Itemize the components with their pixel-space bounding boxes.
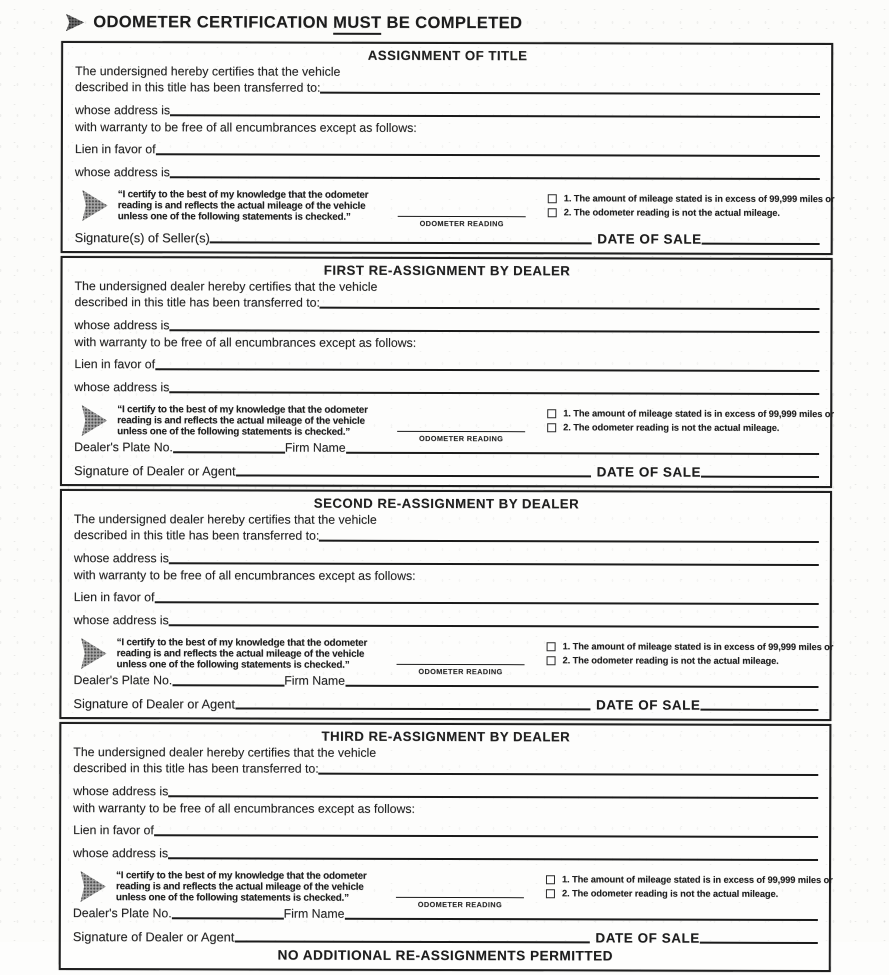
odometer-reading-label: ODOMETER READING: [419, 218, 504, 229]
signature-row: Signature(s) of Seller(s) DATE OF SALE: [75, 222, 820, 247]
odometer-reading-label: ODOMETER READING: [419, 433, 504, 444]
lien-row: Lien in favor of: [73, 823, 818, 840]
signature-row: Signature of Dealer or Agent DATE OF SALE: [73, 921, 818, 946]
transferred-to-line[interactable]: [319, 771, 819, 776]
mileage-excess-checkbox[interactable]: [548, 194, 557, 203]
lien-line[interactable]: [154, 599, 818, 605]
signature-row: Signature of Dealer or Agent DATE OF SALE: [74, 455, 819, 480]
transferred-to-line[interactable]: [320, 305, 820, 310]
odometer-certification-block: [74, 637, 834, 677]
odometer-reading-field: [398, 213, 526, 228]
mileage-excess-checkbox[interactable]: [547, 409, 556, 418]
date-of-sale-line[interactable]: [702, 241, 820, 245]
assignment-of-title-section: [61, 41, 834, 255]
mileage-statement-options: [534, 190, 835, 221]
certification-statement: “I certify to the best of my knowledge that the odometer reading is and reflects the actual mileage of the vehicle unless one of the following statements is checked.”: [115, 870, 367, 904]
address-row-2: whose address is: [75, 165, 820, 182]
lien-line[interactable]: [155, 366, 819, 372]
address-row: whose address is: [73, 784, 818, 801]
underlined-word: MUST: [333, 14, 381, 35]
lien-line[interactable]: [154, 832, 818, 838]
not-actual-mileage-option: 2. The odometer reading is not the actual mileage.: [547, 422, 834, 434]
transferred-to-line[interactable]: [319, 538, 819, 543]
warranty-row: with warranty to be free of all encumbrances except as follows:: [73, 801, 415, 816]
second-reassignment-section: [59, 489, 832, 721]
pointer-arrow-icon: [65, 14, 84, 32]
odometer-reading-label: ODOMETER READING: [418, 666, 503, 677]
dealer-info-row: Dealer's Plate No. Firm Name: [74, 440, 819, 457]
dealer-plate-line[interactable]: [172, 915, 284, 919]
lien-row: Lien in favor of: [74, 590, 819, 607]
mileage-statement-options: [533, 638, 834, 669]
mileage-excess-option: 1. The amount of mileage stated is in excess of 99,999 miles or: [548, 193, 835, 205]
not-actual-mileage-checkbox[interactable]: [546, 889, 555, 898]
signature-line[interactable]: [234, 938, 589, 943]
odometer-certification-block: [74, 404, 834, 444]
not-actual-mileage-option: 2. The odometer reading is not the actual mileage.: [547, 655, 834, 667]
intro-row: The undersigned dealer hereby certifies that the vehicle: [73, 512, 377, 527]
address-line[interactable]: [170, 112, 820, 118]
dealer-info-row: Dealer's Plate No. Firm Name: [73, 906, 818, 923]
not-actual-mileage-checkbox[interactable]: [548, 208, 557, 217]
transferred-to-line[interactable]: [320, 90, 820, 95]
odometer-reading-field: [397, 661, 525, 676]
address-row-2: whose address is: [74, 380, 819, 397]
mileage-statement-options: [533, 405, 834, 436]
transferred-to-row: described in this title has been transferred to:: [74, 528, 819, 545]
lien-row: Lien in favor of: [74, 357, 819, 374]
intro-row: The undersigned hereby certifies that the vehicle: [75, 64, 341, 79]
certification-statement: “I certify to the best of my knowledge that the odometer reading is and reflects the actual mileage of the vehicle unless one of the following statements is checked.”: [117, 189, 369, 223]
mileage-excess-option: 1. The amount of mileage stated is in excess of 99,999 miles or: [547, 641, 834, 653]
not-actual-mileage-checkbox[interactable]: [547, 656, 556, 665]
arrow-icon: [80, 871, 106, 902]
section-header: SECOND RE-ASSIGNMENT BY DEALER: [313, 495, 580, 512]
not-actual-mileage-option: 2. The odometer reading is not the actual mileage.: [546, 888, 833, 900]
odometer-certification-block: [73, 870, 833, 910]
mileage-excess-option: 1. The amount of mileage stated is in excess of 99,999 miles or: [547, 408, 834, 420]
arrow-icon: [81, 405, 107, 436]
signature-line[interactable]: [236, 472, 591, 477]
address-line[interactable]: [169, 327, 819, 333]
address-row-2: whose address is: [74, 613, 819, 630]
signature-row: Signature of Dealer or Agent DATE OF SALE: [73, 688, 818, 713]
section-header: ASSIGNMENT OF TITLE: [367, 47, 528, 64]
odometer-certification-block: [75, 189, 835, 229]
signature-line[interactable]: [235, 705, 590, 710]
signature-line[interactable]: [210, 239, 591, 244]
no-additional-reassignments-note: NO ADDITIONAL RE-ASSIGNMENTS PERMITTED: [277, 947, 614, 964]
address-line[interactable]: [169, 560, 819, 566]
intro-row: The undersigned dealer hereby certifies that the vehicle: [73, 745, 377, 760]
arrow-icon: [81, 638, 107, 669]
address-row: whose address is: [75, 103, 820, 120]
address-row: whose address is: [74, 318, 819, 335]
transferred-to-row: described in this title has been transferred to:: [73, 761, 818, 778]
odometer-reading-line[interactable]: [398, 213, 526, 217]
transferred-to-row: described in this title has been transferred to:: [74, 295, 819, 312]
odometer-reading-line[interactable]: [397, 661, 525, 665]
page-title-text: ODOMETER CERTIFICATION MUST BE COMPLETED: [93, 13, 522, 33]
address-line[interactable]: [168, 793, 818, 799]
address-line-2[interactable]: [170, 174, 820, 180]
odometer-reading-line[interactable]: [397, 428, 525, 432]
firm-name-line[interactable]: [346, 450, 819, 455]
not-actual-mileage-option: 2. The odometer reading is not the actual mileage.: [548, 207, 835, 219]
dealer-plate-line[interactable]: [173, 449, 285, 453]
lien-line[interactable]: [156, 151, 820, 157]
mileage-statement-options: [532, 871, 833, 902]
firm-name-line[interactable]: [344, 916, 817, 921]
dealer-plate-line[interactable]: [172, 682, 284, 686]
odometer-reading-line[interactable]: [396, 894, 524, 898]
title-assignment-form: [59, 11, 834, 975]
address-line-2[interactable]: [169, 389, 819, 395]
firm-name-line[interactable]: [345, 683, 818, 688]
address-row-2: whose address is: [73, 846, 818, 863]
date-of-sale-line[interactable]: [700, 707, 818, 711]
dealer-info-row: Dealer's Plate No. Firm Name: [73, 673, 818, 690]
section-header: FIRST RE-ASSIGNMENT BY DEALER: [323, 262, 571, 279]
warranty-row: with warranty to be free of all encumbrances except as follows:: [73, 568, 416, 583]
odometer-reading-field: [397, 428, 525, 443]
certification-statement: “I certify to the best of my knowledge that the odometer reading is and reflects the actual mileage of the vehicle unless one of the following statements is checked.”: [117, 404, 368, 438]
address-line-2[interactable]: [168, 855, 818, 861]
not-actual-mileage-checkbox[interactable]: [547, 423, 556, 432]
certification-statement: “I certify to the best of my knowledge that the odometer reading is and reflects the actual mileage of the vehicle unless one of the following statements is checked.”: [116, 637, 368, 671]
mileage-excess-checkbox[interactable]: [547, 642, 556, 651]
odometer-reading-field: [396, 894, 524, 909]
intro-row: The undersigned dealer hereby certifies that the vehicle: [74, 279, 378, 294]
odometer-reading-label: ODOMETER READING: [417, 899, 503, 910]
warranty-row: with warranty to be free of all encumbrances except as follows:: [74, 335, 417, 350]
address-row: whose address is: [74, 551, 819, 568]
mileage-excess-checkbox[interactable]: [546, 875, 555, 884]
lien-row: Lien in favor of: [75, 142, 820, 159]
transferred-to-row: described in this title has been transferred to:: [75, 80, 820, 97]
page-title: [65, 13, 833, 34]
third-reassignment-section: [59, 722, 832, 972]
mileage-excess-option: 1. The amount of mileage stated is in excess of 99,999 miles or: [546, 874, 833, 886]
first-reassignment-section: [60, 256, 833, 488]
warranty-row: with warranty to be free of all encumbrances except as follows:: [74, 120, 417, 135]
address-line-2[interactable]: [169, 622, 819, 628]
arrow-icon: [82, 190, 108, 221]
date-of-sale-line[interactable]: [701, 474, 819, 478]
section-header: THIRD RE-ASSIGNMENT BY DEALER: [321, 728, 571, 745]
